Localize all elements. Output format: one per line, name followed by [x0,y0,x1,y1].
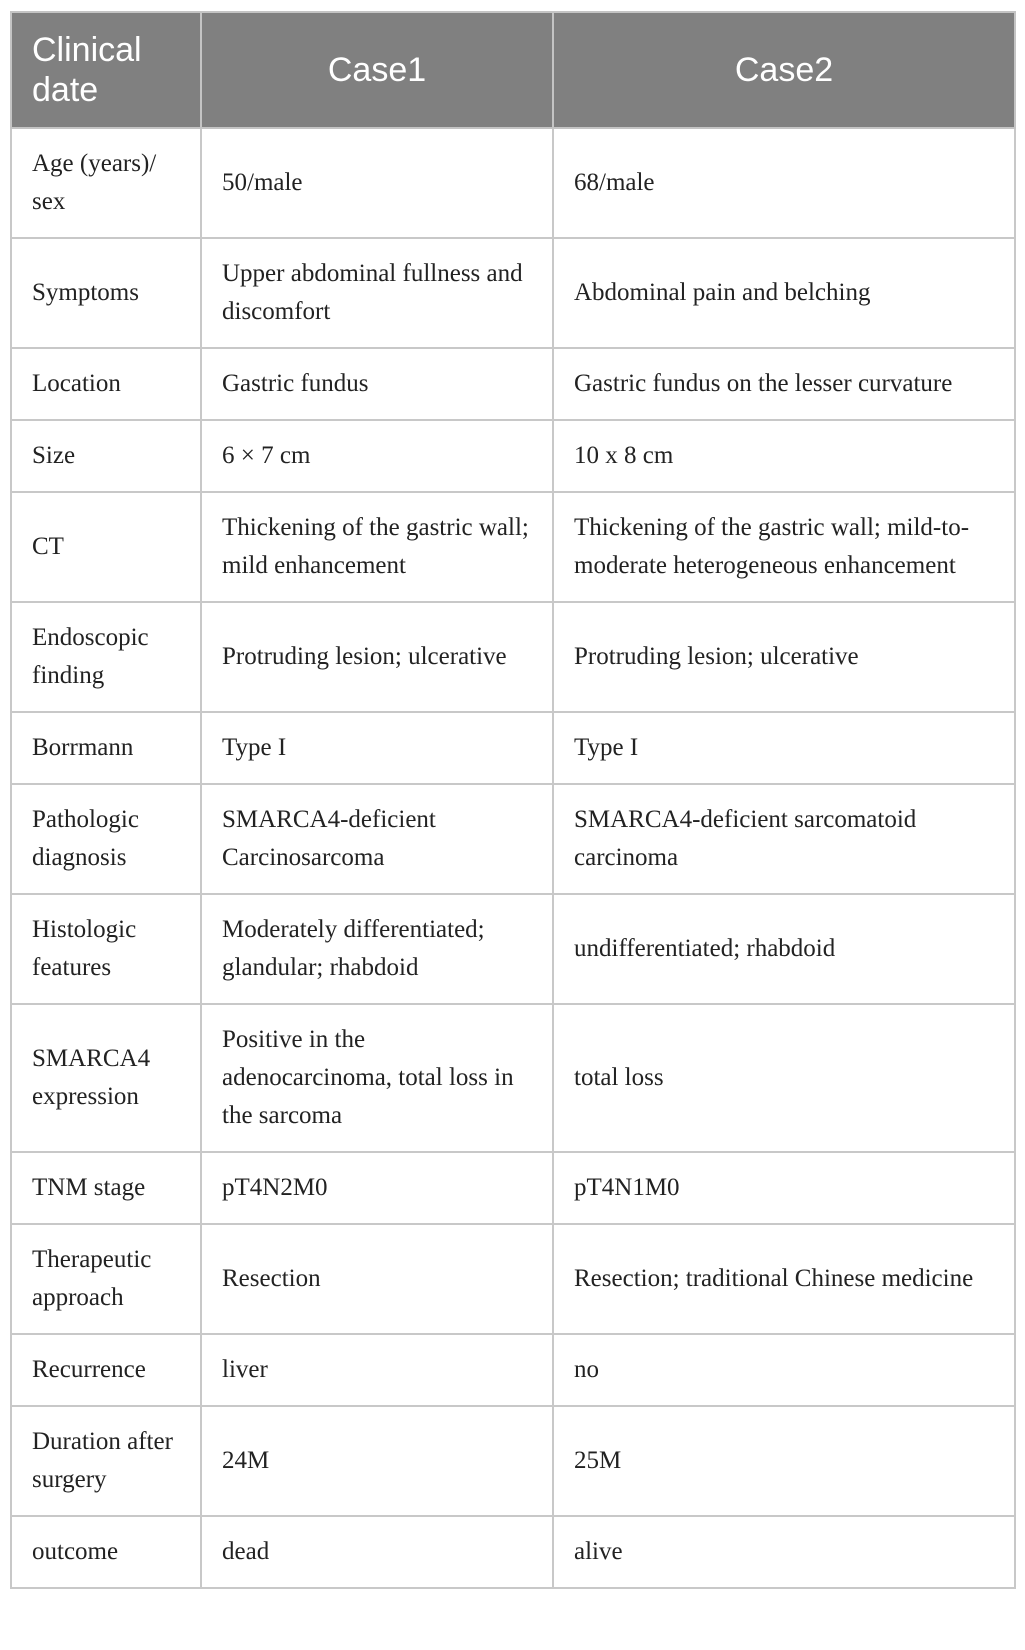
table-row [11,712,1015,784]
row-label: Age (years)/ sex [11,128,201,238]
table-row [11,348,1015,420]
case2-cell: Type I [553,712,1015,784]
case2-cell: total loss [553,1004,1015,1152]
case2-cell: 10 x 8 cm [553,420,1015,492]
table-row [11,1224,1015,1334]
table-row [11,128,1015,238]
case2-cell: no [553,1334,1015,1406]
case1-cell: Upper abdominal fullness and discomfort [201,238,553,348]
table-row [11,1152,1015,1224]
case1-cell: 6 × 7 cm [201,420,553,492]
row-label: Recurrence [11,1334,201,1406]
table-row [11,420,1015,492]
case1-cell: Resection [201,1224,553,1334]
table-row [11,784,1015,894]
table-row [11,602,1015,712]
row-label: Endoscopic finding [11,602,201,712]
case2-cell: Gastric fundus on the lesser curvature [553,348,1015,420]
table-row [11,238,1015,348]
case1-cell: liver [201,1334,553,1406]
row-label: Size [11,420,201,492]
case1-cell: 50/male [201,128,553,238]
case2-cell: pT4N1M0 [553,1152,1015,1224]
case1-cell: Type I [201,712,553,784]
case1-cell: pT4N2M0 [201,1152,553,1224]
table-row [11,492,1015,602]
row-label: TNM stage [11,1152,201,1224]
case2-cell: Thickening of the gastric wall; mild-to-moderate heterogeneous enhancement [553,492,1015,602]
row-label: Symptoms [11,238,201,348]
header-case1: Case1 [201,12,553,128]
case2-cell: Abdominal pain and belching [553,238,1015,348]
table-row [11,1516,1015,1588]
case2-cell: 68/male [553,128,1015,238]
table-row [11,1004,1015,1152]
case1-cell: Moderately differentiated; glandular; rhabdoid [201,894,553,1004]
case1-cell: SMARCA4-deficient Carcinosarcoma [201,784,553,894]
row-label: Therapeutic approach [11,1224,201,1334]
table-row [11,1334,1015,1406]
header-clinical-date: Clinical date [11,12,201,128]
table-row [11,894,1015,1004]
row-label: SMARCA4 expression [11,1004,201,1152]
case2-cell: alive [553,1516,1015,1588]
case2-cell: Resection; traditional Chinese medicine [553,1224,1015,1334]
case1-cell: Thickening of the gastric wall; mild enhancement [201,492,553,602]
table-row [11,1406,1015,1516]
case1-cell: Protruding lesion; ulcerative [201,602,553,712]
row-label: Histologic features [11,894,201,1004]
row-label: Borrmann [11,712,201,784]
row-label: outcome [11,1516,201,1588]
case2-cell: undifferentiated; rhabdoid [553,894,1015,1004]
case2-cell: Protruding lesion; ulcerative [553,602,1015,712]
clinical-data-table [10,11,1016,1589]
case1-cell: Positive in the adenocarcinoma, total loss in the sarcoma [201,1004,553,1152]
row-label: CT [11,492,201,602]
row-label: Duration after surgery [11,1406,201,1516]
case2-cell: 25M [553,1406,1015,1516]
header-row [11,12,1015,128]
case2-cell: SMARCA4-deficient sarcomatoid carcinoma [553,784,1015,894]
row-label: Pathologic diagnosis [11,784,201,894]
header-case2: Case2 [553,12,1015,128]
case1-cell: dead [201,1516,553,1588]
case1-cell: Gastric fundus [201,348,553,420]
row-label: Location [11,348,201,420]
case1-cell: 24M [201,1406,553,1516]
